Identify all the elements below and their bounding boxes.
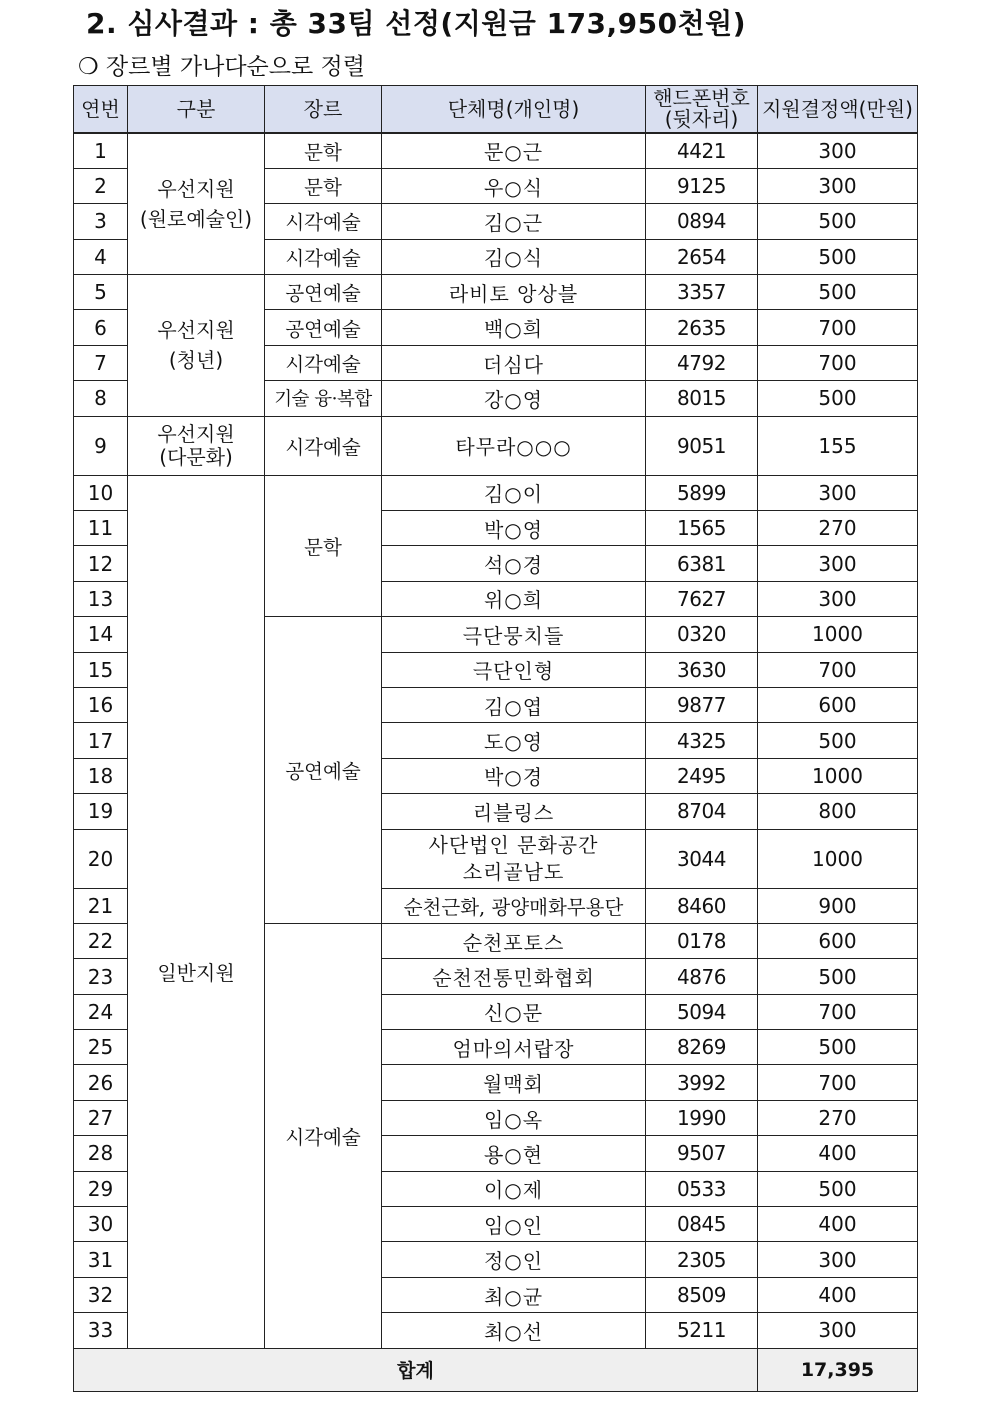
row-no: 24 <box>74 994 128 1029</box>
row-phone: 2635 <box>646 310 758 345</box>
row-phone: 1565 <box>646 511 758 546</box>
row-name: 박○경 <box>382 758 646 793</box>
row-phone: 4325 <box>646 723 758 758</box>
row-name: 김○엽 <box>382 687 646 722</box>
row-amount: 400 <box>758 1207 918 1242</box>
row-name: 도○영 <box>382 723 646 758</box>
row-phone: 8015 <box>646 381 758 416</box>
row-phone: 3630 <box>646 652 758 687</box>
row-no: 29 <box>74 1171 128 1206</box>
category-line1: 우선지원 <box>157 177 235 202</box>
row-phone: 7627 <box>646 581 758 616</box>
row-no: 12 <box>74 546 128 581</box>
total-label: 합계 <box>74 1348 758 1391</box>
row-phone: 9507 <box>646 1136 758 1171</box>
category-line2: (청년) <box>168 348 224 373</box>
row-name: 극단뭉치들 <box>382 617 646 652</box>
row-phone: 0178 <box>646 923 758 958</box>
row-amount: 270 <box>758 1100 918 1135</box>
row-amount: 300 <box>758 546 918 581</box>
total-amount: 17,395 <box>758 1348 918 1391</box>
row-name: 순천포토스 <box>382 923 646 958</box>
row-no: 19 <box>74 794 128 829</box>
category-label: 일반지원 <box>157 961 235 986</box>
row-no: 25 <box>74 1030 128 1065</box>
row-name: 우○식 <box>382 168 646 203</box>
row-name: 용○현 <box>382 1136 646 1171</box>
row-name-line2: 소리골남도 <box>462 859 565 884</box>
row-phone: 9051 <box>646 416 758 475</box>
row-amount: 700 <box>758 994 918 1029</box>
row-genre: 시각예술 <box>265 204 382 239</box>
row-genre: 시각예술 <box>265 416 382 475</box>
row-amount: 1000 <box>758 758 918 793</box>
row-no: 2 <box>74 168 128 203</box>
row-amount: 300 <box>758 581 918 616</box>
row-amount: 500 <box>758 1030 918 1065</box>
row-name <box>382 829 646 888</box>
genre-visual-arts: 시각예술 <box>265 923 382 1348</box>
row-amount: 300 <box>758 1242 918 1277</box>
row-amount: 500 <box>758 959 918 994</box>
row-genre: 문학 <box>265 133 382 168</box>
category-line1: 우선지원 <box>157 421 235 446</box>
row-no: 27 <box>74 1100 128 1135</box>
row-no: 5 <box>74 275 128 310</box>
row-no: 6 <box>74 310 128 345</box>
row-name: 김○이 <box>382 475 646 510</box>
header-genre: 장르 <box>265 86 382 134</box>
row-amount: 300 <box>758 1313 918 1348</box>
category-elder-artists <box>128 133 265 275</box>
row-name: 월맥회 <box>382 1065 646 1100</box>
row-amount: 500 <box>758 275 918 310</box>
category-line2: (다문화) <box>159 444 233 469</box>
row-name: 이○제 <box>382 1171 646 1206</box>
category-line1: 우선지원 <box>157 318 235 343</box>
row-no: 16 <box>74 687 128 722</box>
genre-performing-arts: 공연예술 <box>265 617 382 924</box>
row-name: 리블링스 <box>382 794 646 829</box>
row-genre: 시각예술 <box>265 345 382 380</box>
category-general <box>128 475 265 1348</box>
row-amount: 300 <box>758 168 918 203</box>
row-no: 21 <box>74 888 128 923</box>
header-name: 단체명(개인명) <box>382 86 646 134</box>
row-no: 33 <box>74 1313 128 1348</box>
row-amount: 500 <box>758 723 918 758</box>
row-phone: 5899 <box>646 475 758 510</box>
row-genre: 공연예술 <box>265 275 382 310</box>
row-phone: 6381 <box>646 546 758 581</box>
row-no: 3 <box>74 204 128 239</box>
row-phone: 2495 <box>646 758 758 793</box>
row-name: 최○균 <box>382 1277 646 1312</box>
row-phone: 4792 <box>646 345 758 380</box>
row-amount: 700 <box>758 310 918 345</box>
row-no: 23 <box>74 959 128 994</box>
header-category: 구분 <box>128 86 265 134</box>
row-phone: 9877 <box>646 687 758 722</box>
row-name: 극단인형 <box>382 652 646 687</box>
row-name: 정○인 <box>382 1242 646 1277</box>
row-phone: 0320 <box>646 617 758 652</box>
row-name: 김○식 <box>382 239 646 274</box>
row-name: 문○근 <box>382 133 646 168</box>
row-amount: 600 <box>758 687 918 722</box>
row-name: 순천근화, 광양매화무용단 <box>382 888 646 923</box>
row-phone: 0845 <box>646 1207 758 1242</box>
row-phone: 4876 <box>646 959 758 994</box>
row-amount: 700 <box>758 652 918 687</box>
row-phone: 4421 <box>646 133 758 168</box>
row-phone: 8269 <box>646 1030 758 1065</box>
row-amount: 300 <box>758 133 918 168</box>
row-name: 위○희 <box>382 581 646 616</box>
row-phone: 2305 <box>646 1242 758 1277</box>
row-amount: 700 <box>758 1065 918 1100</box>
row-amount: 500 <box>758 204 918 239</box>
row-genre: 기술 융·복합 <box>265 381 382 416</box>
row-phone: 3044 <box>646 829 758 888</box>
row-amount: 800 <box>758 794 918 829</box>
header-phone-line2: (뒷자리) <box>664 107 739 131</box>
row-amount: 700 <box>758 345 918 380</box>
table-row <box>74 275 918 310</box>
row-no: 14 <box>74 617 128 652</box>
row-name: 더심다 <box>382 345 646 380</box>
row-no: 9 <box>74 416 128 475</box>
sort-note: ❍ 장르별 가나다순으로 정렬 <box>78 54 365 80</box>
row-name: 신○문 <box>382 994 646 1029</box>
row-genre: 공연예술 <box>265 310 382 345</box>
row-name: 임○옥 <box>382 1100 646 1135</box>
row-phone: 5211 <box>646 1313 758 1348</box>
row-no: 13 <box>74 581 128 616</box>
row-no: 15 <box>74 652 128 687</box>
header-no: 연번 <box>74 86 128 134</box>
row-no: 10 <box>74 475 128 510</box>
row-no: 7 <box>74 345 128 380</box>
row-amount: 500 <box>758 239 918 274</box>
category-multicultural <box>128 416 265 475</box>
row-no: 30 <box>74 1207 128 1242</box>
row-amount: 300 <box>758 475 918 510</box>
table-row <box>74 475 918 510</box>
row-name: 박○영 <box>382 511 646 546</box>
row-no: 26 <box>74 1065 128 1100</box>
row-phone: 0533 <box>646 1171 758 1206</box>
genre-literature: 문학 <box>265 475 382 617</box>
row-phone: 8460 <box>646 888 758 923</box>
row-amount: 400 <box>758 1136 918 1171</box>
row-name: 김○근 <box>382 204 646 239</box>
row-phone: 3357 <box>646 275 758 310</box>
row-genre: 문학 <box>265 168 382 203</box>
row-no: 4 <box>74 239 128 274</box>
row-amount: 900 <box>758 888 918 923</box>
header-amount: 지원결정액(만원) <box>758 86 918 134</box>
row-no: 31 <box>74 1242 128 1277</box>
row-phone: 2654 <box>646 239 758 274</box>
row-no: 22 <box>74 923 128 958</box>
row-amount: 400 <box>758 1277 918 1312</box>
row-no: 18 <box>74 758 128 793</box>
row-no: 32 <box>74 1277 128 1312</box>
table-row <box>74 133 918 168</box>
row-name: 임○인 <box>382 1207 646 1242</box>
table-row <box>74 416 918 475</box>
row-name: 엄마의서랍장 <box>382 1030 646 1065</box>
row-name: 백○희 <box>382 310 646 345</box>
row-phone: 3992 <box>646 1065 758 1100</box>
header-phone-line1: 핸드폰번호 <box>653 86 750 110</box>
row-amount: 1000 <box>758 829 918 888</box>
row-amount: 500 <box>758 381 918 416</box>
row-no: 8 <box>74 381 128 416</box>
row-name: 타무라○○○ <box>382 416 646 475</box>
category-line2: (원로예술인) <box>139 207 253 232</box>
header-phone <box>646 86 758 134</box>
row-genre: 시각예술 <box>265 239 382 274</box>
row-phone: 8509 <box>646 1277 758 1312</box>
row-amount: 270 <box>758 511 918 546</box>
row-name: 라비토 앙상블 <box>382 275 646 310</box>
row-no: 20 <box>74 829 128 888</box>
results-table <box>73 85 918 1392</box>
row-amount: 600 <box>758 923 918 958</box>
row-name: 석○경 <box>382 546 646 581</box>
row-no: 17 <box>74 723 128 758</box>
row-phone: 0894 <box>646 204 758 239</box>
row-name: 최○선 <box>382 1313 646 1348</box>
row-no: 28 <box>74 1136 128 1171</box>
table-header-row <box>74 86 918 134</box>
row-phone: 5094 <box>646 994 758 1029</box>
row-amount: 155 <box>758 416 918 475</box>
row-amount: 1000 <box>758 617 918 652</box>
row-phone: 9125 <box>646 168 758 203</box>
row-phone: 8704 <box>646 794 758 829</box>
row-phone: 1990 <box>646 1100 758 1135</box>
page-title: 2. 심사결과 : 총 33팀 선정(지원금 173,950천원) <box>86 7 747 40</box>
row-no: 11 <box>74 511 128 546</box>
row-name: 강○영 <box>382 381 646 416</box>
row-name-line1: 사단법인 문화공간 <box>428 832 599 857</box>
row-name: 순천전통민화협회 <box>382 959 646 994</box>
row-amount: 500 <box>758 1171 918 1206</box>
total-row <box>74 1348 918 1391</box>
row-no: 1 <box>74 133 128 168</box>
category-youth <box>128 275 265 417</box>
